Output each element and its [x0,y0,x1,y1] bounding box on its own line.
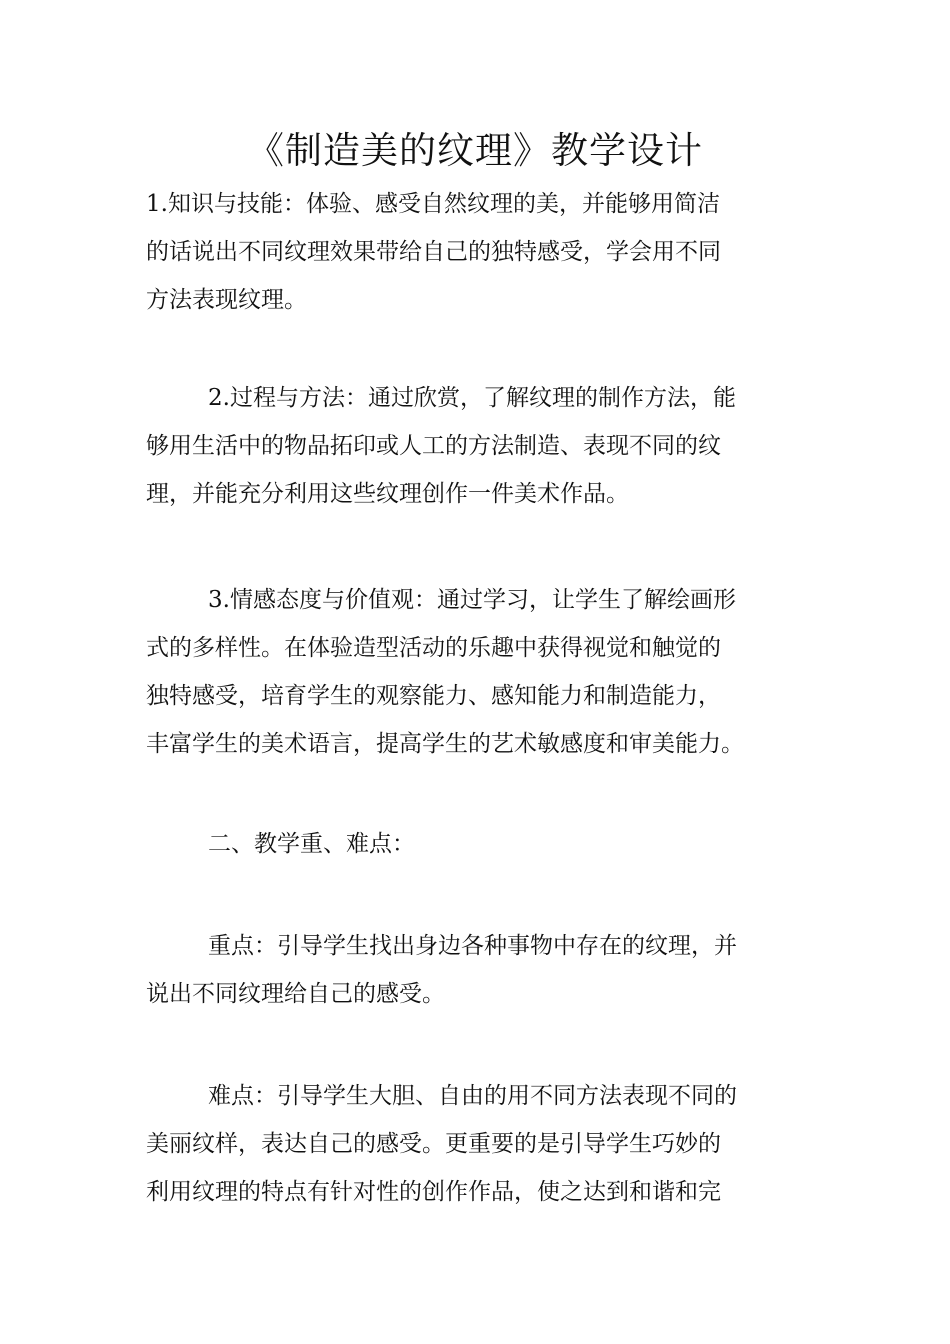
paragraph-line: 2.过程与方法：通过欣赏，了解纹理的制作方法，能 [208,385,736,411]
paragraph-key-point [146,922,806,1018]
paragraph-difficulty [146,1072,806,1216]
paragraph-line: 独特感受，培育学生的观察能力、感知能力和制造能力， [146,683,721,709]
paragraph-line: 美丽纹样，表达自己的感受。更重要的是引导学生巧妙的 [146,1131,721,1157]
paragraph-line: 利用纹理的特点有针对性的创作作品，使之达到和谐和完 [146,1179,721,1205]
paragraph-line: 难点：引导学生大胆、自由的用不同方法表现不同的 [208,1083,737,1109]
paragraph-line: 够用生活中的物品拓印或人工的方法制造、表现不同的纹 [146,433,721,459]
section-heading-key-points [146,820,806,868]
paragraph-line: 重点：引导学生找出身边各种事物中存在的纹理，并 [208,933,737,959]
paragraph-line: 方法表现纹理。 [146,287,307,313]
paragraph-line: 丰富学生的美术语言，提高学生的艺术敏感度和审美能力。 [146,731,744,757]
paragraph-line: 理，并能充分利用这些纹理创作一件美术作品。 [146,481,629,507]
paragraph-line: 1.知识与技能：体验、感受自然纹理的美，并能够用简洁 [146,191,720,217]
paragraph-process-method [146,374,806,518]
document-title: 《制造美的纹理》教学设计 [247,129,703,172]
paragraph-line: 的话说出不同纹理效果带给自己的独特感受，学会用不同 [146,239,721,265]
paragraph-knowledge-skills [146,180,806,324]
paragraph-line: 说出不同纹理给自己的感受。 [146,981,445,1007]
paragraph-line: 3.情感态度与价值观：通过学习，让学生了解绘画形 [208,587,736,613]
section-heading: 二、教学重、难点： [208,831,415,857]
paragraph-line: 式的多样性。在体验造型活动的乐趣中获得视觉和触觉的 [146,635,721,661]
paragraph-emotion-values [146,576,806,768]
